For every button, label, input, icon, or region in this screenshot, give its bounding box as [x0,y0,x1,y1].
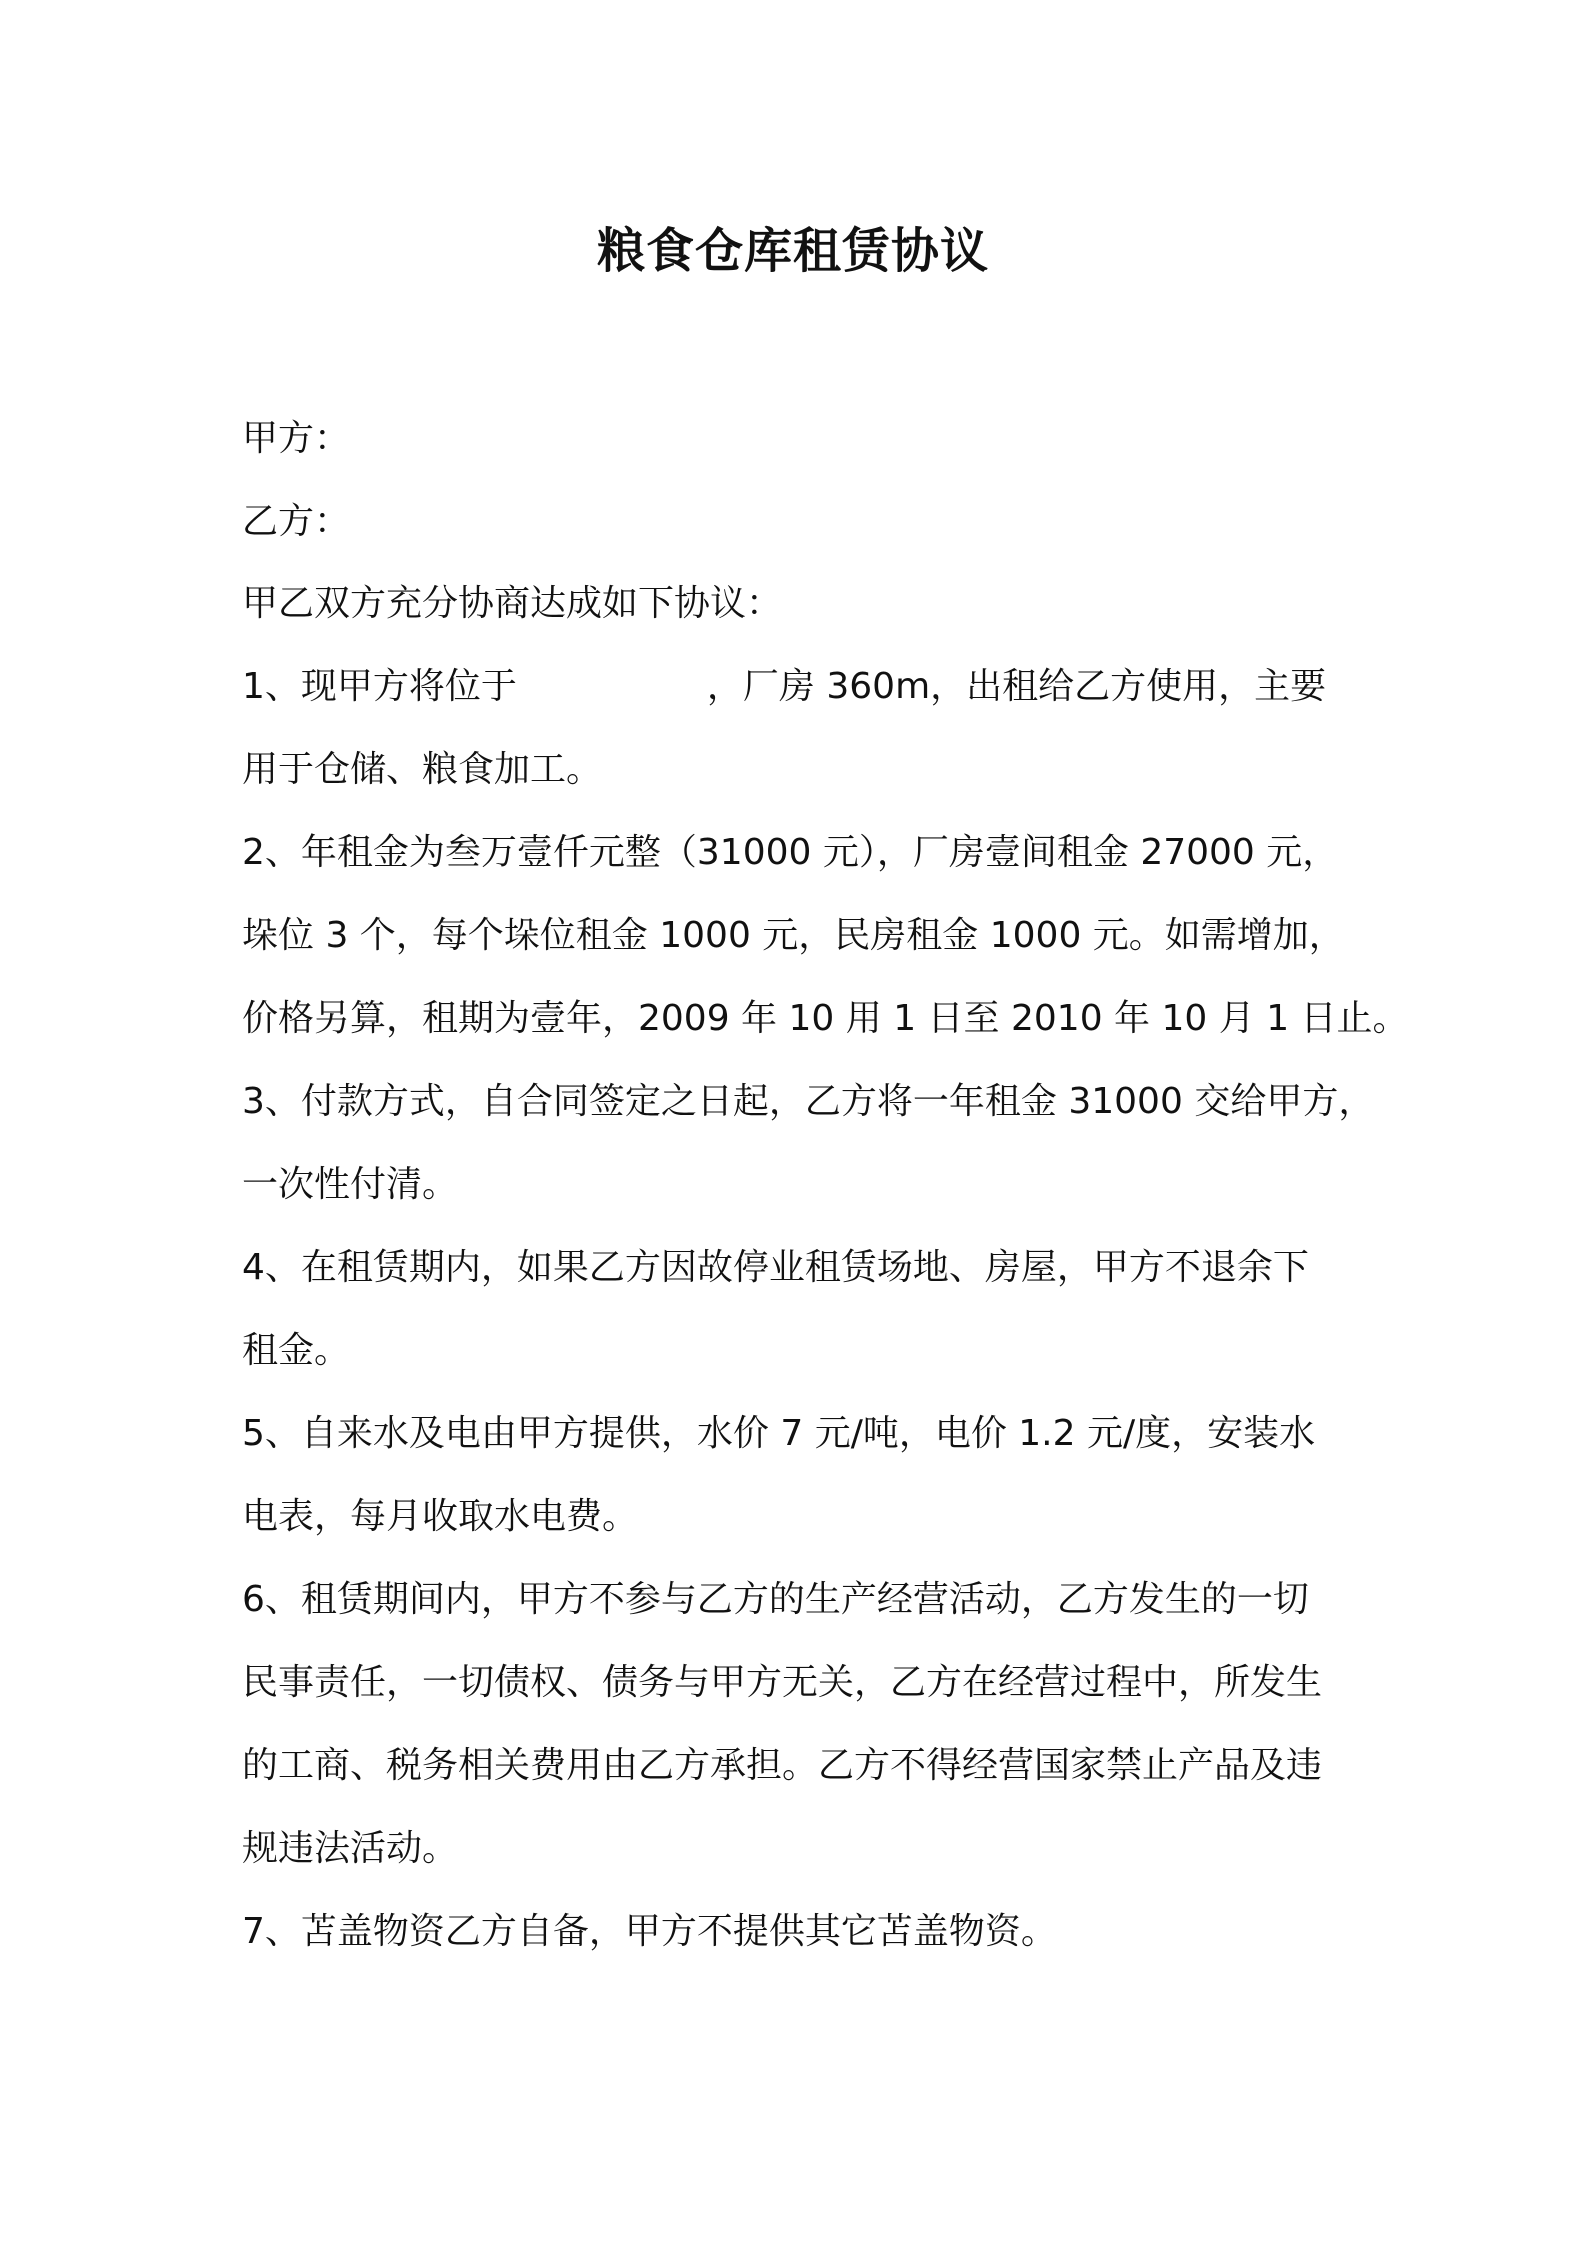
clause-4-line-2: 租金。 [242,1330,351,1371]
clause-2-line-1: 2、年租金为叁万壹仟元整（31000 元），厂房壹间租金 27000 元， [242,832,1339,873]
clause-6-line-3: 的工商、税务相关费用由乙方承担。乙方不得经营国家禁止产品及违 [242,1745,1323,1786]
clause-4-line-1: 4、在租赁期内，如果乙方因故停业租赁场地、房屋，甲方不退余下 [242,1247,1309,1288]
clause-1-line-2: 用于仓储、粮食加工。 [242,749,603,790]
document-title: 粮食仓库租赁协议 [596,223,989,279]
clause-3-line-1: 3、付款方式，自合同签定之日起，乙方将一年租金 31000 交给甲方， [242,1081,1375,1122]
intro-text: 甲乙双方充分协商达成如下协议： [242,583,783,624]
party-a-label: 甲方： [242,418,351,459]
clause-3-line-2: 一次性付清。 [242,1164,459,1205]
clause-5-line-1: 5、自来水及电由甲方提供，水价 7 元/吨，电价 1.2 元/度，安装水 [242,1413,1316,1454]
party-b-label: 乙方： [242,501,351,542]
clause-6-line-4: 规违法活动。 [242,1828,459,1869]
clause-1-line-1 [242,662,1326,712]
clause-5-line-2: 电表，每月收取水电费。 [242,1496,639,1537]
clause-6-line-2: 民事责任，一切债权、债务与甲方无关，乙方在经营过程中，所发生 [242,1662,1323,1703]
clause-7-line-1: 7、苫盖物资乙方自备，甲方不提供其它苫盖物资。 [242,1911,1057,1952]
clause-2-line-2: 垛位 3 个，每个垛位租金 1000 元，民房租金 1000 元。如需增加， [242,915,1345,956]
clause-1-text-after: ，厂房 360m，出租给乙方使用，主要 [706,666,1327,707]
clause-2-line-3: 价格另算，租期为壹年，2009 年 10 用 1 日至 2010 年 10 月 1 日止。 [242,998,1409,1039]
clause-6-line-1: 6、租赁期间内，甲方不参与乙方的生产经营活动，乙方发生的一切 [242,1579,1309,1620]
clause-1-text-before: 1、现甲方将位于 [242,666,517,707]
